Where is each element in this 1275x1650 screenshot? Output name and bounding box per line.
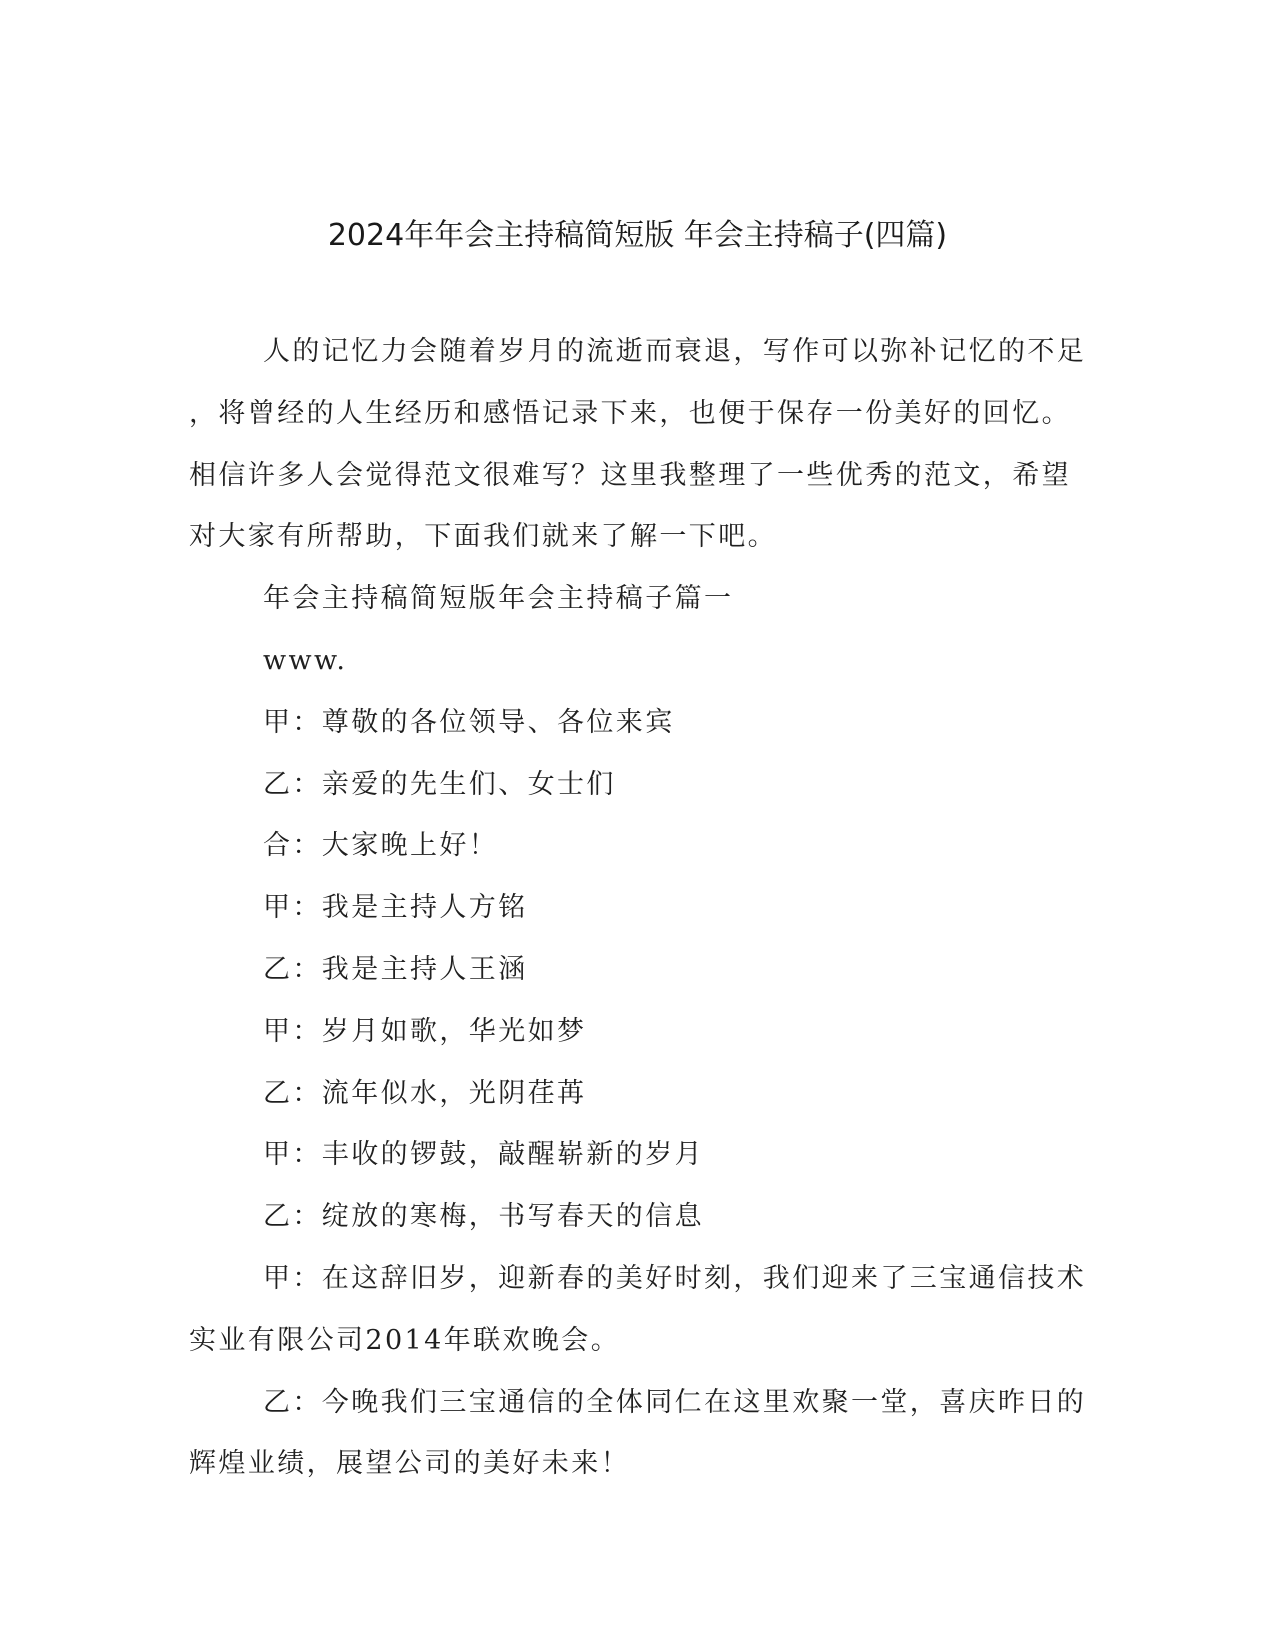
section-heading: 年会主持稿简短版年会主持稿子篇一 [263,583,734,615]
dialogue-line: 合：大家晚上好！ [263,830,499,862]
dialogue-line: 甲：丰收的锣鼓，敲醒崭新的岁月 [263,1139,704,1171]
text-line: 对大家有所帮助，下面我们就来了解一下吧。 [189,521,777,553]
text-line: www. [263,644,348,676]
dialogue-line: 甲：在这辞旧岁，迎新春的美好时刻，我们迎来了三宝通信技术 [263,1262,1087,1294]
document-body [189,321,1089,1495]
dialogue-line: 乙：亲爱的先生们、女士们 [263,768,616,800]
dialogue-line: 甲：我是主持人方铭 [263,892,528,924]
dialogue-line: 甲：尊敬的各位领导、各位来宾 [263,706,675,738]
text-line: 实业有限公司2014年联欢晚会。 [189,1324,621,1356]
dialogue-line: 乙：今晚我们三宝通信的全体同仁在这里欢聚一堂，喜庆昨日的 [263,1386,1087,1418]
text-line: 相信许多人会觉得范文很难写？这里我整理了一些优秀的范文，希望 [189,459,1071,491]
dialogue-line: 乙：我是主持人王涵 [263,953,528,985]
dialogue-line: 乙：绽放的寒梅，书写春天的信息 [263,1201,704,1233]
text-line: ，将曾经的人生经历和感悟记录下来，也便于保存一份美好的回忆。 [189,397,1071,429]
page-title: 2024年年会主持稿简短版 年会主持稿子(四篇) [327,218,948,253]
dialogue-line: 甲：岁月如歌，华光如梦 [263,1015,587,1047]
text-line: 人的记忆力会随着岁月的流逝而衰退，写作可以弥补记忆的不足 [263,336,1087,367]
dialogue-line: 乙：流年似水，光阴荏苒 [263,1077,587,1109]
text-line: 辉煌业绩，展望公司的美好未来！ [189,1448,630,1480]
